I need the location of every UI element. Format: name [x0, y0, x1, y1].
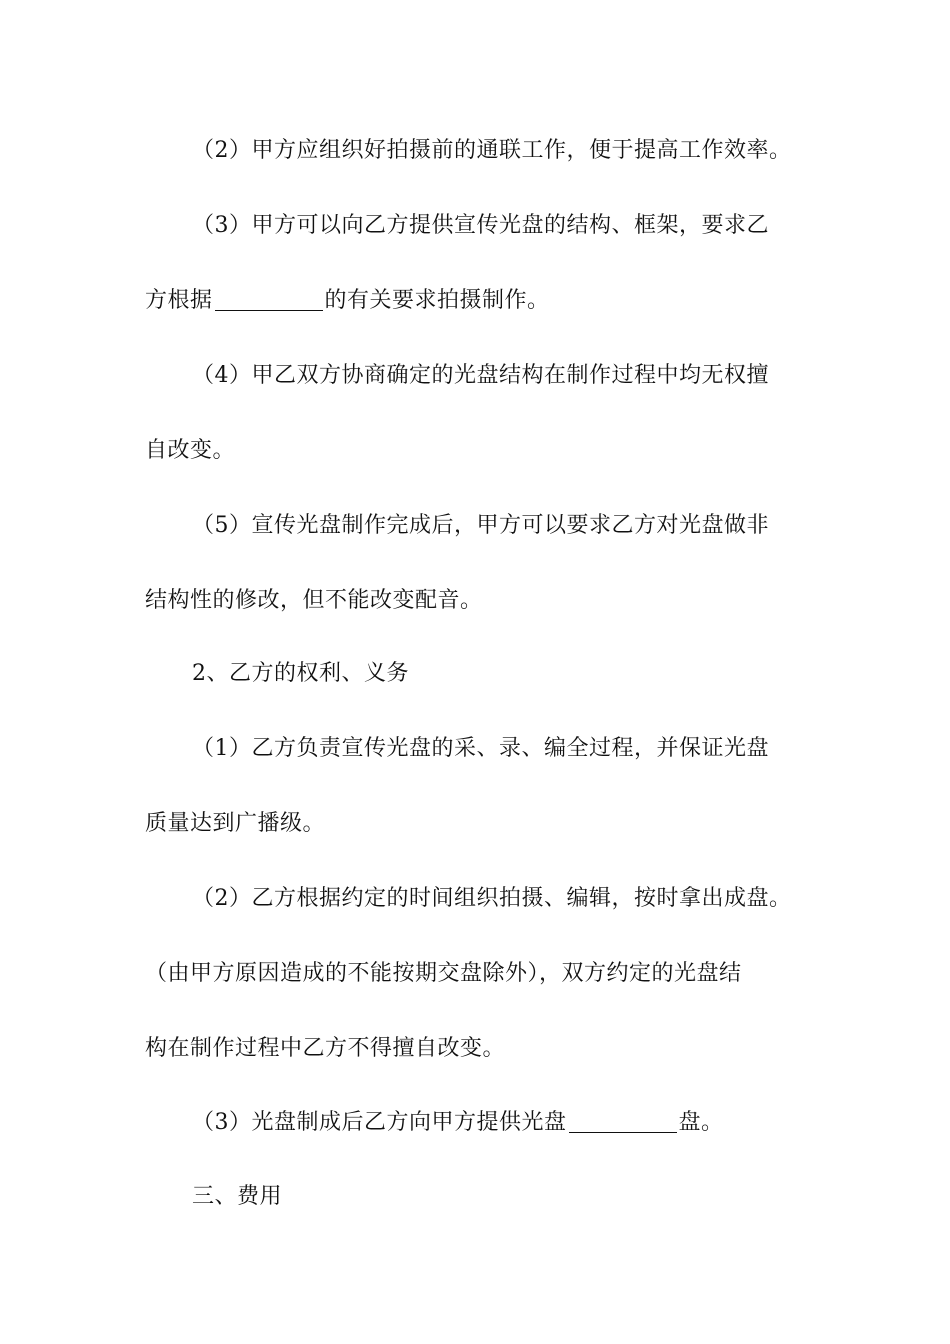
paragraph-line: 自改变。: [145, 438, 236, 463]
fill-in-blank: [569, 1110, 677, 1133]
paragraph-line: （由甲方原因造成的不能按期交盘除外），双方约定的光盘结: [145, 961, 742, 986]
paragraph-line: （2）乙方根据约定的时间组织拍摄、编辑，按时拿出成盘。: [192, 886, 792, 911]
paragraph-line: 结构性的修改，但不能改变配音。: [145, 588, 483, 613]
paragraph-line: （3）甲方可以向乙方提供宣传光盘的结构、框架，要求乙: [192, 213, 769, 238]
paragraph-line: （4）甲乙双方协商确定的光盘结构在制作过程中均无权擅: [192, 363, 769, 388]
section-heading: 2、乙方的权利、义务: [192, 661, 409, 686]
paragraph-line: 质量达到广播级。: [145, 811, 326, 836]
paragraph-line: 构在制作过程中乙方不得擅自改变。: [145, 1036, 506, 1061]
paragraph-line: （2）甲方应组织好拍摄前的通联工作，便于提高工作效率。: [192, 138, 792, 163]
line-text-after-blank: 的有关要求拍摄制作。: [324, 288, 550, 313]
paragraph-line: （5）宣传光盘制作完成后，甲方可以要求乙方对光盘做非: [192, 513, 769, 538]
line-text-before-blank: 方根据: [145, 288, 213, 313]
paragraph-line-with-blank: [192, 1108, 724, 1138]
line-text-after-blank: 盘。: [678, 1110, 724, 1135]
paragraph-line: （1）乙方负责宣传光盘的采、录、编全过程，并保证光盘: [192, 736, 769, 761]
section-heading: 三、费用: [192, 1184, 283, 1209]
paragraph-line-with-blank: [145, 286, 550, 316]
fill-in-blank: [215, 288, 323, 311]
line-text-before-blank: （3）光盘制成后乙方向甲方提供光盘: [192, 1110, 567, 1135]
